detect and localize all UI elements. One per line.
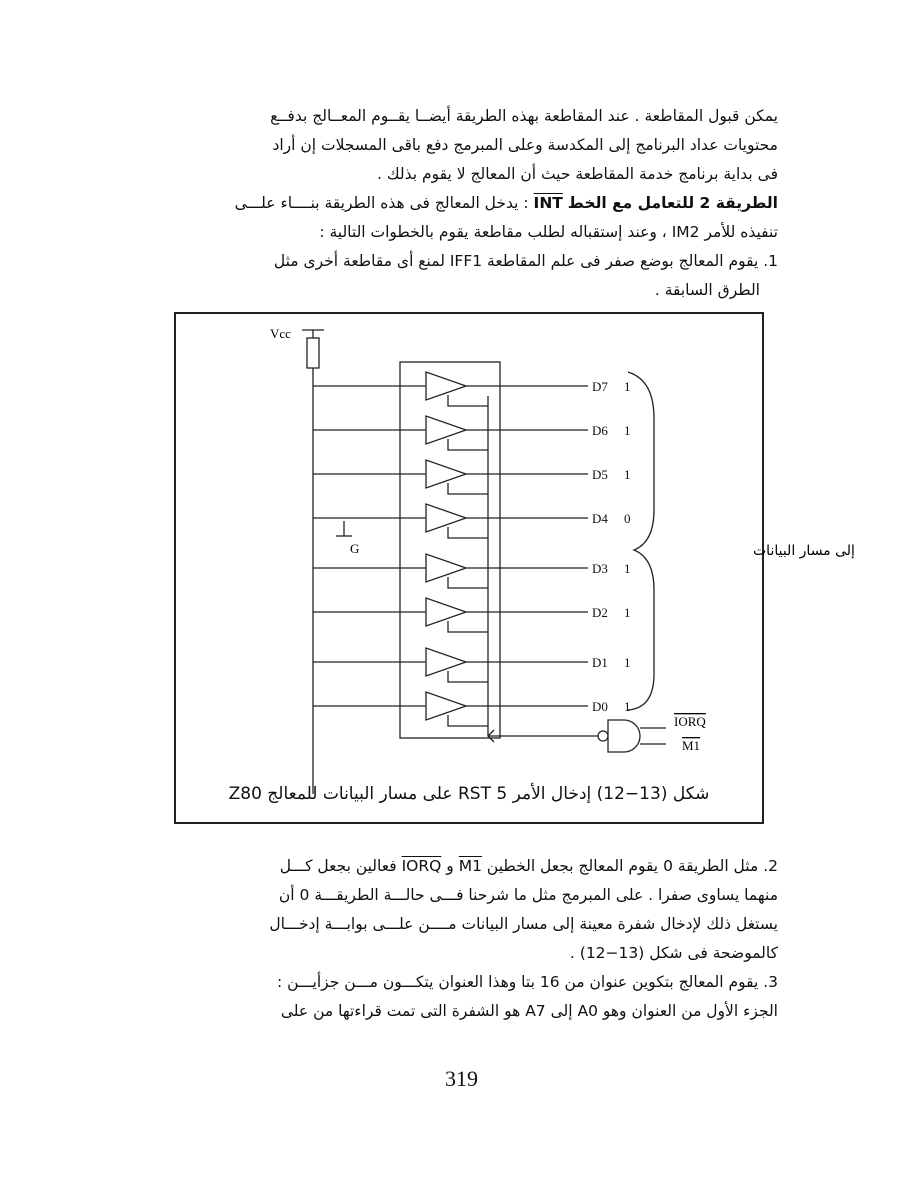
pin-value: 1 xyxy=(624,467,631,482)
enable-wire xyxy=(448,483,488,494)
buffer-rows xyxy=(313,372,631,726)
heading-rest: : يدخل المعالج فى هذه الطريقة بنــــاء علـــى xyxy=(234,194,529,212)
circuit-diagram xyxy=(176,314,855,822)
pin-name: D6 xyxy=(592,423,608,438)
m1-label: M1 xyxy=(682,738,701,753)
pin-name: D1 xyxy=(592,655,608,670)
pin-value: 1 xyxy=(624,561,631,576)
section-heading: الطريقة 2 للتعامل مع الخط xyxy=(567,194,778,212)
buffer-triangle xyxy=(426,372,466,400)
enable-wire xyxy=(448,671,488,682)
item2-text-end: فعالين بجعل كـــل xyxy=(279,857,397,875)
and-gate xyxy=(608,720,640,752)
text-line: يستغل ذلك لإدخال شفرة معينة إلى مسار البيانات مــــن علـــى بوابـــة إدخـــال xyxy=(269,915,778,933)
enable-wire xyxy=(448,439,488,450)
enable-wire xyxy=(448,395,488,406)
pin-name: D7 xyxy=(592,379,608,394)
iorq-signal: IORQ xyxy=(401,857,442,875)
pin-name: D4 xyxy=(592,511,608,526)
paragraph-bottom xyxy=(150,852,778,1026)
bus-label: إلى مسار البيانات xyxy=(753,543,855,559)
text-line: فى بداية برنامج خدمة المقاطعة حيث أن المعالج لا يقوم بذلك . xyxy=(377,165,778,183)
text-line: يمكن قبول المقاطعة . عند المقاطعة بهذه الطريقة أيضــا يقــوم المعــالج بدفــع xyxy=(270,107,778,125)
buffer-triangle xyxy=(426,692,466,720)
buffer-triangle xyxy=(426,504,466,532)
circuit-figure xyxy=(174,312,855,824)
pin-value: 1 xyxy=(624,605,631,620)
text-line: محتويات عداد البرنامج إلى المكدسة وعلى المبرمج دفع باقى المسجلات إن أراد xyxy=(272,136,778,154)
buffer-triangle xyxy=(426,460,466,488)
pin-value: 1 xyxy=(624,655,631,670)
pin-value: 0 xyxy=(624,511,631,526)
pin-name: D5 xyxy=(592,467,608,482)
text-line: كالموضحة فى شكل (13−12) . xyxy=(569,944,778,962)
pin-name: D3 xyxy=(592,561,608,576)
list-item-3: 3. يقوم المعالج بتكوين عنوان من 16 بتا وهذا العنوان يتكـــون مـــن جزأيـــن : xyxy=(276,973,778,991)
data-bus-brace xyxy=(628,372,654,710)
pin-value: 1 xyxy=(624,423,631,438)
and-gate-inverter-bubble xyxy=(598,731,608,741)
figure-caption: شكل (13−12) إدخال الأمر RST 5 على مسار البيانات للمعالج Z80 xyxy=(228,784,710,804)
pin-value: 1 xyxy=(624,379,631,394)
enable-wire xyxy=(448,715,488,726)
ground-label: G xyxy=(350,541,360,556)
page-number: 319 xyxy=(445,1066,478,1091)
pin-value: 1 xyxy=(624,699,631,714)
buffer-triangle xyxy=(426,554,466,582)
list-item-1-cont: الطرق السابقة . xyxy=(654,281,760,299)
int-signal: INT xyxy=(533,194,563,212)
enable-wire xyxy=(448,527,488,538)
section-heading-line xyxy=(150,189,778,218)
m1-signal: M1 xyxy=(458,857,482,875)
pullup-resistor xyxy=(307,338,319,368)
enable-wire xyxy=(448,577,488,588)
list-item-2 xyxy=(150,852,778,881)
list-item-1: 1. يقوم المعالج بوضع صفر فى علم المقاطعة IFF1 لمنع أى مقاطعة أخرى مثل xyxy=(273,252,778,270)
enable-wire xyxy=(448,621,488,632)
text-line: تنفيذه للأمر IM2 ، وعند إستقباله لطلب مقاطعة يقوم بالخطوات التالية : xyxy=(319,223,778,241)
pin-name: D0 xyxy=(592,699,608,714)
paragraph-top xyxy=(150,102,778,305)
item2-and: و xyxy=(446,857,454,875)
buffer-triangle xyxy=(426,648,466,676)
text-line: الجزء الأول من العنوان وهو A0 إلى A7 هو الشفرة التى تمت قراءتها من على xyxy=(280,1002,778,1020)
buffer-triangle xyxy=(426,598,466,626)
item2-text: 2. مثل الطريقة 0 يقوم المعالج بجعل الخطين xyxy=(486,857,778,875)
text-line: منهما يساوى صفرا . على المبرمج مثل ما شرحنا فـــى حالـــة الطريقـــة 0 أن xyxy=(278,886,778,904)
pin-name: D2 xyxy=(592,605,608,620)
iorq-label: IORQ xyxy=(674,714,706,729)
buffer-triangle xyxy=(426,416,466,444)
vcc-label: Vcc xyxy=(270,326,291,341)
